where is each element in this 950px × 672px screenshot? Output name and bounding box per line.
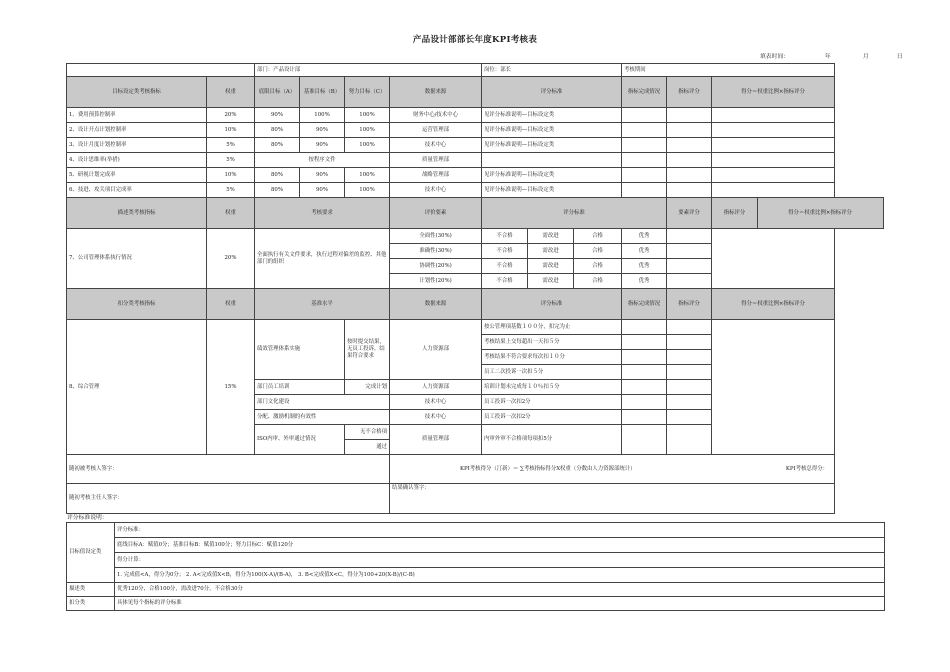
table-row xyxy=(67,138,884,153)
grade: 优秀 xyxy=(622,244,667,259)
fill-date-label: 填表时间： xyxy=(760,54,789,60)
data-source: 技术中心 xyxy=(390,183,482,198)
signature-row xyxy=(67,484,884,514)
notes-category: 扣分类 xyxy=(67,597,115,611)
table-row xyxy=(67,123,884,138)
header-cell: 权重 xyxy=(207,77,255,108)
scoring-standard xyxy=(482,153,622,168)
table-row xyxy=(67,583,885,597)
header-cell: 扣分类考核指标 xyxy=(67,289,207,320)
table-row xyxy=(67,153,884,168)
notes-table xyxy=(66,522,885,611)
grade: 不合格 xyxy=(482,244,528,259)
header-cell: 得分＝权重比例×指标评分 xyxy=(712,289,835,320)
target-b: 90% xyxy=(300,138,345,153)
scoring-standard: 考核结果上交每超出一天扣５分 xyxy=(482,335,622,350)
notes-line: 优秀120分，合格100分，需改进70分，不合格30分 xyxy=(115,583,885,597)
indicator-name: 8、综合管理 xyxy=(67,320,207,455)
scoring-standard: 见评分标准说明—目标设定类 xyxy=(482,168,622,183)
notes-line: 1. 完成值<A，得分为0分； 2. A<完成值X<B，得分为100(X-A)/(B-A)， 3. B<完成值X<C，得分为100+20(X-B)/(C-B) xyxy=(115,568,885,583)
notes-line: 评分标准： xyxy=(115,523,885,538)
sub-requirement: 通过 xyxy=(345,440,390,455)
table-row xyxy=(67,597,885,611)
sec1-header xyxy=(67,77,884,108)
sec3-header xyxy=(67,289,884,320)
scoring-standard: 培训计划未完成每１０％扣５分 xyxy=(482,380,622,395)
examiner-signature: 随初考核主任人签字： xyxy=(67,484,390,514)
notes-line: 具体见每个指标的评分标准 xyxy=(115,597,885,611)
grade: 需改进 xyxy=(528,244,574,259)
header-cell: 指标评分 xyxy=(667,77,712,108)
table-row xyxy=(67,523,885,538)
table-row xyxy=(67,568,885,583)
target-a: 80% xyxy=(255,168,300,183)
scoring-standard: 见评分标准说明—目标设定类 xyxy=(482,138,622,153)
header-cell: 指标评分 xyxy=(667,289,712,320)
notes-category: 描述类 xyxy=(67,583,115,597)
indicator-name: 2、设计开点计划控制率 xyxy=(67,123,207,138)
kpi-total: KPI考核总得分： xyxy=(785,466,829,472)
fill-date-day: 日 xyxy=(896,54,903,60)
sub-item: 部门员工培训 xyxy=(255,380,345,395)
scoring-standard: 按公管理项基数１００分，扣完为止 xyxy=(482,320,622,335)
indicator-name: 6、技进、攻关项目完成率 xyxy=(67,183,207,198)
data-source: 技术中心 xyxy=(390,410,482,425)
header-cell: 描述类考核指标 xyxy=(67,198,207,229)
sub-item: 绩效管理体系实施 xyxy=(255,320,345,380)
fill-date-month: 月 xyxy=(862,54,869,60)
table-row xyxy=(67,183,884,198)
header-cell: 评价要素 xyxy=(390,198,482,229)
data-source: 运营管理部 xyxy=(390,123,482,138)
sub-item: 部门文化建设 xyxy=(255,395,390,410)
weight: 10% xyxy=(207,168,255,183)
header-cell: 数据来源 xyxy=(390,77,482,108)
sub-requirement: 完成计划 xyxy=(345,380,390,395)
grade: 不合格 xyxy=(482,259,528,274)
fill-date-year: 年 xyxy=(825,54,831,60)
grade: 需改进 xyxy=(528,229,574,244)
data-source: 技术中心 xyxy=(390,138,482,153)
requirement: 全面执行有关文件要求，执行过程对偏差的监控、其他部门的组织 xyxy=(255,229,390,289)
target-b: 90% xyxy=(300,183,345,198)
data-source: 质量管理部 xyxy=(390,425,482,455)
grade: 合格 xyxy=(574,229,622,244)
grade: 不合格 xyxy=(482,274,528,289)
notes-line: 底线目标A：赋值0分；基准目标B：赋值100分；努力目标C：赋值120分 xyxy=(115,538,885,553)
header-cell: 指标评分 得分＝权重比例×指标评分 xyxy=(712,198,884,229)
table-row xyxy=(67,229,884,244)
data-source: 技术中心 xyxy=(390,395,482,410)
examinee-signature: 随初被考核人签字： xyxy=(67,455,390,484)
indicator-name: 7、公司管理体系执行情况 xyxy=(67,229,207,289)
header-cell: 基准目标（B） xyxy=(300,77,345,108)
grade: 需改进 xyxy=(528,274,574,289)
header-cell: 基准水平 xyxy=(255,289,390,320)
data-source: 人力资源部 xyxy=(390,380,482,395)
element: 全面性(30%) xyxy=(390,229,482,244)
formula-cell xyxy=(390,455,835,484)
table-row xyxy=(67,538,885,553)
header-cell: 权重 xyxy=(207,198,255,229)
target-c: 100% xyxy=(345,123,390,138)
target-a: 80% xyxy=(255,183,300,198)
data-source: 财务中心/技术中心 xyxy=(390,108,482,123)
notes-line: 得分计算： xyxy=(115,553,885,568)
header-cell: 权重 xyxy=(207,289,255,320)
sub-requirement: 无不合格项 xyxy=(345,425,390,440)
data-source: 战略管理部 xyxy=(390,168,482,183)
header-cell: 指标完成情况 xyxy=(622,289,667,320)
scoring-standard: 员工二次投诉一次扣５分 xyxy=(482,365,622,380)
indicator-name: 3、设计月度计划控制率 xyxy=(67,138,207,153)
target-b: 90% xyxy=(300,168,345,183)
header-cell: 指标完成情况 xyxy=(622,77,667,108)
page-title: 产品设计部部长年度KPI考核表 xyxy=(412,35,538,45)
grade: 合格 xyxy=(574,274,622,289)
scoring-standard: 员工投诉一次扣2分 xyxy=(482,410,622,425)
header-cell: 底限目标（A） xyxy=(255,77,300,108)
target-c: 100% xyxy=(345,183,390,198)
kpi-table xyxy=(66,63,884,514)
weight: 5% xyxy=(207,153,255,168)
header-cell: 数据来源 xyxy=(390,289,482,320)
weight: 10% xyxy=(207,123,255,138)
sec2-header xyxy=(67,198,884,229)
scoring-standard: 见评分标准说明—目标设定类 xyxy=(482,123,622,138)
table-row xyxy=(67,108,884,123)
weight: 20% xyxy=(207,229,255,289)
data-source: 质量管理部 xyxy=(390,153,482,168)
dept-cell: 部门：产品设计部 xyxy=(255,64,482,77)
element: 协调性(20%) xyxy=(390,259,482,274)
confirm-signature: 结果确认签字： xyxy=(390,484,835,514)
info-row xyxy=(67,64,884,77)
grade: 优秀 xyxy=(622,274,667,289)
notes-label: 评分标准说明： xyxy=(67,515,108,521)
signature-row xyxy=(67,455,884,484)
target-c: 100% xyxy=(345,168,390,183)
grade: 不合格 xyxy=(482,229,528,244)
position-cell: 岗位：部长 xyxy=(482,64,622,77)
header-cell: 评分标准 xyxy=(482,198,667,229)
element: 计划性(20%) xyxy=(390,274,482,289)
notes-category: 目标值设定类 xyxy=(67,523,115,583)
scoring-standard: 内审外审不合格项每项扣5分 xyxy=(482,425,622,455)
target-c: 100% xyxy=(345,108,390,123)
weight: 5% xyxy=(207,138,255,153)
period-cell: 考核期间 xyxy=(622,64,835,77)
weight: 20% xyxy=(207,108,255,123)
table-row xyxy=(67,168,884,183)
weight: 5% xyxy=(207,183,255,198)
target-b: 100% xyxy=(300,108,345,123)
header-cell: 努力目标（C） xyxy=(345,77,390,108)
grade: 合格 xyxy=(574,259,622,274)
target-b: 90% xyxy=(300,123,345,138)
grade: 优秀 xyxy=(622,229,667,244)
sub-requirement: 按时提交结果，无员工投诉，结果符合要求 xyxy=(345,320,390,380)
table-row xyxy=(67,320,884,335)
kpi-formula: KPI考核得分（汀新）＝ ∑考核指标得分X权重（分数由人力资源部统计） xyxy=(460,466,636,472)
target-merged: 按程序文件 xyxy=(255,153,390,168)
target-c: 100% xyxy=(345,138,390,153)
grade: 需改进 xyxy=(528,259,574,274)
indicator-name: 5、研视计划完成率 xyxy=(67,168,207,183)
header-cell: 评分标准 xyxy=(482,77,622,108)
sub-item: ISO内审、外审通过情况 xyxy=(255,425,345,455)
indicator-name: 1、费用预算控制率 xyxy=(67,108,207,123)
target-a: 80% xyxy=(255,138,300,153)
target-a: 90% xyxy=(255,108,300,123)
scoring-standard: 见评分标准说明—目标设定类 xyxy=(482,108,622,123)
header-cell: 得分＝权重比例×指标评分 xyxy=(712,77,835,108)
scoring-standard: 员工投诉一次扣2分 xyxy=(482,395,622,410)
header-cell: 考核要求 xyxy=(255,198,390,229)
scoring-standard: 考核结果不符合要求每次扣１０分 xyxy=(482,350,622,365)
data-source: 人力资源部 xyxy=(390,320,482,380)
grade: 合格 xyxy=(574,244,622,259)
weight: 15% xyxy=(207,320,255,455)
fill-date xyxy=(760,51,903,60)
target-a: 80% xyxy=(255,123,300,138)
scoring-standard: 见评分标准说明—目标设定类 xyxy=(482,183,622,198)
element: 准确性(30%) xyxy=(390,244,482,259)
sub-item: 分配、激励机制的有效性 xyxy=(255,410,390,425)
indicator-name: 4、设计思维率(举措) xyxy=(67,153,207,168)
header-cell: 目标设定类考核指标 xyxy=(67,77,207,108)
header-cell: 评分标准 xyxy=(482,289,622,320)
table-row xyxy=(67,553,885,568)
grade: 优秀 xyxy=(622,259,667,274)
header-cell: 要素评分 xyxy=(667,198,712,229)
